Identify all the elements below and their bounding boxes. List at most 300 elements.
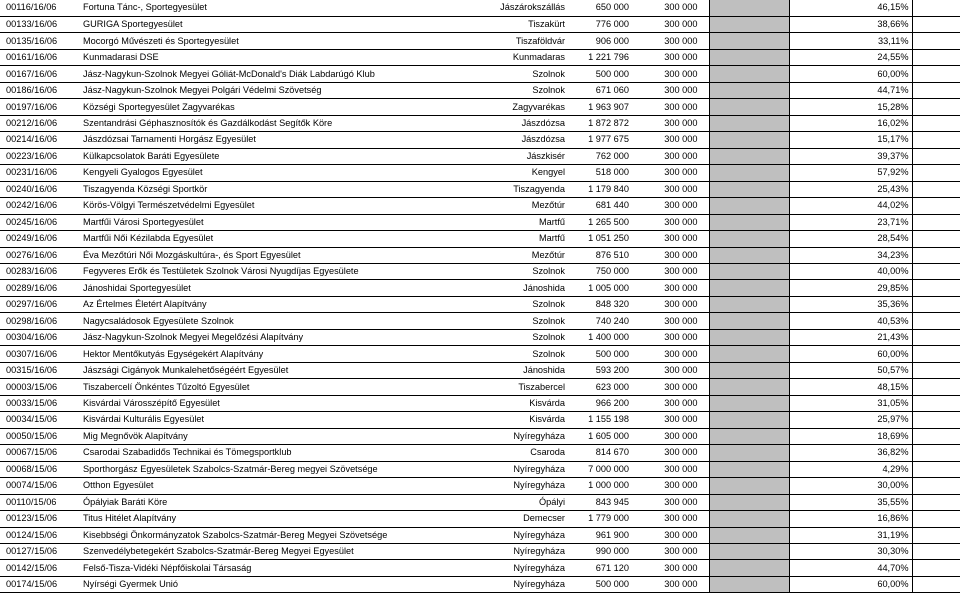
organization-name: Mocorgó Művészeti és Sportegyesület xyxy=(81,33,481,49)
percentage: 31,19% xyxy=(789,527,912,543)
requested-amount: 518 000 xyxy=(569,165,631,181)
organization-name: Titus Hitélet Alapítvány xyxy=(81,511,481,527)
organization-name: Csarodai Szabadidős Technikai és Tömegsportklub xyxy=(81,445,481,461)
organization-name: Tiszabercelí Önkéntes Tűzoltó Egyesület xyxy=(81,379,481,395)
gray-cell xyxy=(709,82,789,98)
organization-name: Az Értelmes Életért Alapítvány xyxy=(81,296,481,312)
table-row xyxy=(0,576,960,592)
application-id: 00249/16/06 xyxy=(0,231,81,247)
organization-name: Kisebbségi Önkormányzatok Szabolcs-Szatmár-Bereg Megyei Szövetsége xyxy=(81,527,481,543)
requested-amount: 814 670 xyxy=(569,445,631,461)
table-row xyxy=(0,181,960,197)
organization-name: Tiszagyenda Községi Sportkör xyxy=(81,181,481,197)
organization-name: Jász-Nagykun-Szolnok Megyei Megelőzési Alapítvány xyxy=(81,329,481,345)
application-id: 00135/16/06 xyxy=(0,33,81,49)
organization-name: Sporthorgász Egyesületek Szabolcs-Szatmár-Bereg megyei Szövetsége xyxy=(81,461,481,477)
empty-cell xyxy=(912,82,960,98)
requested-amount: 966 200 xyxy=(569,395,631,411)
percentage: 39,37% xyxy=(789,148,912,164)
city: Mezőtúr xyxy=(481,198,569,214)
empty-cell xyxy=(912,395,960,411)
granted-amount: 300 000 xyxy=(631,511,709,527)
empty-cell xyxy=(912,346,960,362)
percentage: 25,97% xyxy=(789,412,912,428)
table-row xyxy=(0,33,960,49)
gray-cell xyxy=(709,0,789,16)
gray-cell xyxy=(709,115,789,131)
application-id: 00223/16/06 xyxy=(0,148,81,164)
gray-cell xyxy=(709,329,789,345)
requested-amount: 750 000 xyxy=(569,264,631,280)
city: Csaroda xyxy=(481,445,569,461)
gray-cell xyxy=(709,511,789,527)
table-row xyxy=(0,478,960,494)
granted-amount: 300 000 xyxy=(631,247,709,263)
city: Tiszakürt xyxy=(481,16,569,32)
city: Szolnok xyxy=(481,66,569,82)
table-row xyxy=(0,148,960,164)
organization-name: Külkapcsolatok Baráti Egyesülete xyxy=(81,148,481,164)
requested-amount: 500 000 xyxy=(569,66,631,82)
percentage: 33,11% xyxy=(789,33,912,49)
requested-amount: 740 240 xyxy=(569,313,631,329)
gray-cell xyxy=(709,346,789,362)
percentage: 15,28% xyxy=(789,99,912,115)
table-row xyxy=(0,379,960,395)
gray-cell xyxy=(709,478,789,494)
empty-cell xyxy=(912,99,960,115)
granted-amount: 300 000 xyxy=(631,198,709,214)
table-row xyxy=(0,560,960,576)
granted-amount: 300 000 xyxy=(631,264,709,280)
city: Mezőtúr xyxy=(481,247,569,263)
percentage: 35,55% xyxy=(789,494,912,510)
organization-name: Jánoshidai Sportegyesület xyxy=(81,280,481,296)
table-row xyxy=(0,428,960,444)
requested-amount: 961 900 xyxy=(569,527,631,543)
city: Nyíregyháza xyxy=(481,428,569,444)
city: Szolnok xyxy=(481,82,569,98)
gray-cell xyxy=(709,214,789,230)
gray-cell xyxy=(709,33,789,49)
granted-amount: 300 000 xyxy=(631,412,709,428)
gray-cell xyxy=(709,66,789,82)
table-row xyxy=(0,247,960,263)
percentage: 46,15% xyxy=(789,0,912,16)
organization-name: Kisvárdai Városszépítő Egyesület xyxy=(81,395,481,411)
gray-cell xyxy=(709,165,789,181)
application-id: 00315/16/06 xyxy=(0,362,81,378)
empty-cell xyxy=(912,148,960,164)
city: Nyíregyháza xyxy=(481,527,569,543)
application-id: 00304/16/06 xyxy=(0,329,81,345)
city: Tiszagyenda xyxy=(481,181,569,197)
percentage: 31,05% xyxy=(789,395,912,411)
table-row xyxy=(0,346,960,362)
gray-cell xyxy=(709,148,789,164)
organization-name: Nyírségi Gyermek Unió xyxy=(81,576,481,592)
requested-amount: 1 221 796 xyxy=(569,49,631,65)
requested-amount: 1 155 198 xyxy=(569,412,631,428)
table-row xyxy=(0,362,960,378)
percentage: 40,53% xyxy=(789,313,912,329)
table-row xyxy=(0,16,960,32)
percentage: 30,30% xyxy=(789,543,912,559)
empty-cell xyxy=(912,16,960,32)
table-row xyxy=(0,461,960,477)
city: Ópályi xyxy=(481,494,569,510)
percentage: 40,00% xyxy=(789,264,912,280)
granted-amount: 300 000 xyxy=(631,313,709,329)
city: Jászárokszállás xyxy=(481,0,569,16)
application-id: 00074/15/06 xyxy=(0,478,81,494)
empty-cell xyxy=(912,412,960,428)
city: Tiszaföldvár xyxy=(481,33,569,49)
table-row xyxy=(0,329,960,345)
requested-amount: 500 000 xyxy=(569,346,631,362)
requested-amount: 681 440 xyxy=(569,198,631,214)
city: Szolnok xyxy=(481,329,569,345)
requested-amount: 1 179 840 xyxy=(569,181,631,197)
requested-amount: 843 945 xyxy=(569,494,631,510)
granted-amount: 300 000 xyxy=(631,181,709,197)
granted-amount: 300 000 xyxy=(631,148,709,164)
empty-cell xyxy=(912,461,960,477)
gray-cell xyxy=(709,231,789,247)
application-id: 00167/16/06 xyxy=(0,66,81,82)
application-id: 00212/16/06 xyxy=(0,115,81,131)
granted-amount: 300 000 xyxy=(631,576,709,592)
table-row xyxy=(0,115,960,131)
table-row xyxy=(0,313,960,329)
table-row xyxy=(0,231,960,247)
gray-cell xyxy=(709,16,789,32)
empty-cell xyxy=(912,511,960,527)
empty-cell xyxy=(912,478,960,494)
percentage: 35,36% xyxy=(789,296,912,312)
city: Szolnok xyxy=(481,296,569,312)
application-id: 00067/15/06 xyxy=(0,445,81,461)
requested-amount: 623 000 xyxy=(569,379,631,395)
percentage: 34,23% xyxy=(789,247,912,263)
organization-name: Felső-Tisza-Vidéki Népfőiskolai Társaság xyxy=(81,560,481,576)
table-row xyxy=(0,198,960,214)
granted-amount: 300 000 xyxy=(631,115,709,131)
organization-name: Szenvedélybetegekért Szabolcs-Szatmár-Bereg Megyei Egyesület xyxy=(81,543,481,559)
percentage: 15,17% xyxy=(789,132,912,148)
organization-name: Nagycsaládosok Egyesülete Szolnok xyxy=(81,313,481,329)
application-id: 00297/16/06 xyxy=(0,296,81,312)
empty-cell xyxy=(912,132,960,148)
empty-cell xyxy=(912,329,960,345)
requested-amount: 1 779 000 xyxy=(569,511,631,527)
city: Kisvárda xyxy=(481,412,569,428)
percentage: 60,00% xyxy=(789,66,912,82)
percentage: 50,57% xyxy=(789,362,912,378)
application-id: 00245/16/06 xyxy=(0,214,81,230)
empty-cell xyxy=(912,296,960,312)
gray-cell xyxy=(709,379,789,395)
application-id: 00068/15/06 xyxy=(0,461,81,477)
organization-name: Otthon Egyesület xyxy=(81,478,481,494)
table-row xyxy=(0,49,960,65)
table-row xyxy=(0,82,960,98)
application-id: 00289/16/06 xyxy=(0,280,81,296)
percentage: 36,82% xyxy=(789,445,912,461)
city: Jánoshida xyxy=(481,280,569,296)
table-row xyxy=(0,165,960,181)
organization-name: Martfűi Női Kézilabda Egyesület xyxy=(81,231,481,247)
empty-cell xyxy=(912,280,960,296)
city: Jászkisér xyxy=(481,148,569,164)
empty-cell xyxy=(912,198,960,214)
requested-amount: 500 000 xyxy=(569,576,631,592)
application-id: 00034/15/06 xyxy=(0,412,81,428)
granted-amount: 300 000 xyxy=(631,527,709,543)
percentage: 21,43% xyxy=(789,329,912,345)
organization-name: Kengyeli Gyalogos Egyesület xyxy=(81,165,481,181)
organization-name: Éva Mezőtúri Női Mozgáskultúra-, és Sport Egyesület xyxy=(81,247,481,263)
city: Tiszabercel xyxy=(481,379,569,395)
granted-amount: 300 000 xyxy=(631,66,709,82)
table-row xyxy=(0,445,960,461)
granted-amount: 300 000 xyxy=(631,16,709,32)
city: Martfű xyxy=(481,231,569,247)
granted-amount: 300 000 xyxy=(631,82,709,98)
granted-amount: 300 000 xyxy=(631,543,709,559)
gray-cell xyxy=(709,181,789,197)
granted-amount: 300 000 xyxy=(631,33,709,49)
gray-cell xyxy=(709,543,789,559)
gray-cell xyxy=(709,264,789,280)
empty-cell xyxy=(912,165,960,181)
requested-amount: 1 051 250 xyxy=(569,231,631,247)
empty-cell xyxy=(912,576,960,592)
percentage: 57,92% xyxy=(789,165,912,181)
percentage: 25,43% xyxy=(789,181,912,197)
empty-cell xyxy=(912,49,960,65)
requested-amount: 1 005 000 xyxy=(569,280,631,296)
organization-name: Jászsági Cigányok Munkalehetőségéért Egyesület xyxy=(81,362,481,378)
granted-amount: 300 000 xyxy=(631,49,709,65)
city: Demecser xyxy=(481,511,569,527)
table-row xyxy=(0,412,960,428)
application-id: 00123/15/06 xyxy=(0,511,81,527)
table-row xyxy=(0,214,960,230)
granted-amount: 300 000 xyxy=(631,494,709,510)
percentage: 44,71% xyxy=(789,82,912,98)
organization-name: Körös-Völgyi Természetvédelmi Egyesület xyxy=(81,198,481,214)
application-id: 00307/16/06 xyxy=(0,346,81,362)
requested-amount: 671 120 xyxy=(569,560,631,576)
percentage: 28,54% xyxy=(789,231,912,247)
gray-cell xyxy=(709,49,789,65)
granted-amount: 300 000 xyxy=(631,99,709,115)
granted-amount: 300 000 xyxy=(631,428,709,444)
empty-cell xyxy=(912,231,960,247)
table-row xyxy=(0,264,960,280)
granted-amount: 300 000 xyxy=(631,214,709,230)
requested-amount: 1 963 907 xyxy=(569,99,631,115)
table-row xyxy=(0,0,960,16)
table-row xyxy=(0,511,960,527)
requested-amount: 650 000 xyxy=(569,0,631,16)
organization-name: Ópályiak Baráti Köre xyxy=(81,494,481,510)
gray-cell xyxy=(709,445,789,461)
requested-amount: 1 605 000 xyxy=(569,428,631,444)
empty-cell xyxy=(912,214,960,230)
gray-cell xyxy=(709,132,789,148)
organization-name: Mig Megnővök Alapítvány xyxy=(81,428,481,444)
city: Jászdózsa xyxy=(481,132,569,148)
granted-amount: 300 000 xyxy=(631,478,709,494)
requested-amount: 1 000 000 xyxy=(569,478,631,494)
city: Zagyvarékas xyxy=(481,99,569,115)
application-id: 00003/15/06 xyxy=(0,379,81,395)
percentage: 16,86% xyxy=(789,511,912,527)
requested-amount: 776 000 xyxy=(569,16,631,32)
requested-amount: 762 000 xyxy=(569,148,631,164)
percentage: 4,29% xyxy=(789,461,912,477)
application-id: 00142/15/06 xyxy=(0,560,81,576)
gray-cell xyxy=(709,560,789,576)
requested-amount: 990 000 xyxy=(569,543,631,559)
application-id: 00116/16/06 xyxy=(0,0,81,16)
application-id: 00127/15/06 xyxy=(0,543,81,559)
requested-amount: 1 977 675 xyxy=(569,132,631,148)
empty-cell xyxy=(912,313,960,329)
granted-amount: 300 000 xyxy=(631,445,709,461)
empty-cell xyxy=(912,362,960,378)
organization-name: Jász-Nagykun-Szolnok Megyei Polgári Védelmi Szövetség xyxy=(81,82,481,98)
granted-amount: 300 000 xyxy=(631,461,709,477)
granted-amount: 300 000 xyxy=(631,379,709,395)
table-row xyxy=(0,296,960,312)
application-id: 00133/16/06 xyxy=(0,16,81,32)
application-id: 00124/15/06 xyxy=(0,527,81,543)
empty-cell xyxy=(912,115,960,131)
organization-name: Fortuna Tánc-, Sportegyesület xyxy=(81,0,481,16)
application-id: 00242/16/06 xyxy=(0,198,81,214)
percentage: 44,02% xyxy=(789,198,912,214)
empty-cell xyxy=(912,181,960,197)
gray-cell xyxy=(709,99,789,115)
gray-cell xyxy=(709,247,789,263)
granted-amount: 300 000 xyxy=(631,346,709,362)
gray-cell xyxy=(709,280,789,296)
requested-amount: 848 320 xyxy=(569,296,631,312)
city: Nyíregyháza xyxy=(481,543,569,559)
requested-amount: 1 400 000 xyxy=(569,329,631,345)
requested-amount: 1 265 500 xyxy=(569,214,631,230)
requested-amount: 906 000 xyxy=(569,33,631,49)
granted-amount: 300 000 xyxy=(631,395,709,411)
city: Szolnok xyxy=(481,313,569,329)
application-id: 00197/16/06 xyxy=(0,99,81,115)
organization-name: Kunmadarasi DSE xyxy=(81,49,481,65)
empty-cell xyxy=(912,33,960,49)
empty-cell xyxy=(912,428,960,444)
table-row xyxy=(0,99,960,115)
requested-amount: 671 060 xyxy=(569,82,631,98)
percentage: 48,15% xyxy=(789,379,912,395)
organization-name: Községi Sportegyesület Zagyvarékas xyxy=(81,99,481,115)
table-row xyxy=(0,66,960,82)
table-row xyxy=(0,395,960,411)
percentage: 60,00% xyxy=(789,576,912,592)
application-id: 00186/16/06 xyxy=(0,82,81,98)
organization-name: Kisvárdai Kulturális Egyesület xyxy=(81,412,481,428)
city: Nyíregyháza xyxy=(481,461,569,477)
granted-amount: 300 000 xyxy=(631,296,709,312)
organization-name: Hektor Mentőkutyás Egységekért Alapítvány xyxy=(81,346,481,362)
granted-amount: 300 000 xyxy=(631,329,709,345)
gray-cell xyxy=(709,461,789,477)
granted-amount: 300 000 xyxy=(631,280,709,296)
empty-cell xyxy=(912,379,960,395)
application-id: 00276/16/06 xyxy=(0,247,81,263)
organization-name: Szentandrási Géphasznosítók és Gazdálkodást Segítők Köre xyxy=(81,115,481,131)
percentage: 16,02% xyxy=(789,115,912,131)
city: Kengyel xyxy=(481,165,569,181)
empty-cell xyxy=(912,445,960,461)
empty-cell xyxy=(912,0,960,16)
empty-cell xyxy=(912,66,960,82)
gray-cell xyxy=(709,428,789,444)
requested-amount: 1 872 872 xyxy=(569,115,631,131)
gray-cell xyxy=(709,313,789,329)
granted-amount: 300 000 xyxy=(631,231,709,247)
application-id: 00231/16/06 xyxy=(0,165,81,181)
city: Szolnok xyxy=(481,264,569,280)
granted-amount: 300 000 xyxy=(631,560,709,576)
application-id: 00240/16/06 xyxy=(0,181,81,197)
percentage: 30,00% xyxy=(789,478,912,494)
application-id: 00050/15/06 xyxy=(0,428,81,444)
city: Jánoshida xyxy=(481,362,569,378)
percentage: 23,71% xyxy=(789,214,912,230)
application-id: 00161/16/06 xyxy=(0,49,81,65)
gray-cell xyxy=(709,412,789,428)
table-row xyxy=(0,527,960,543)
application-id: 00298/16/06 xyxy=(0,313,81,329)
percentage: 44,70% xyxy=(789,560,912,576)
application-id: 00283/16/06 xyxy=(0,264,81,280)
empty-cell xyxy=(912,494,960,510)
table-row xyxy=(0,494,960,510)
percentage: 24,55% xyxy=(789,49,912,65)
granted-amount: 300 000 xyxy=(631,362,709,378)
percentage: 18,69% xyxy=(789,428,912,444)
gray-cell xyxy=(709,527,789,543)
city: Nyíregyháza xyxy=(481,560,569,576)
percentage: 60,00% xyxy=(789,346,912,362)
organization-name: Jász-Nagykun-Szolnok Megyei Góliát-McDonald's Diák Labdarúgó Klub xyxy=(81,66,481,82)
city: Martfű xyxy=(481,214,569,230)
application-id: 00033/15/06 xyxy=(0,395,81,411)
requested-amount: 876 510 xyxy=(569,247,631,263)
gray-cell xyxy=(709,576,789,592)
granted-amount: 300 000 xyxy=(631,165,709,181)
city: Kisvárda xyxy=(481,395,569,411)
table-row xyxy=(0,543,960,559)
granted-amount: 300 000 xyxy=(631,132,709,148)
gray-cell xyxy=(709,395,789,411)
gray-cell xyxy=(709,494,789,510)
application-id: 00110/15/06 xyxy=(0,494,81,510)
percentage: 29,85% xyxy=(789,280,912,296)
city: Jászdózsa xyxy=(481,115,569,131)
